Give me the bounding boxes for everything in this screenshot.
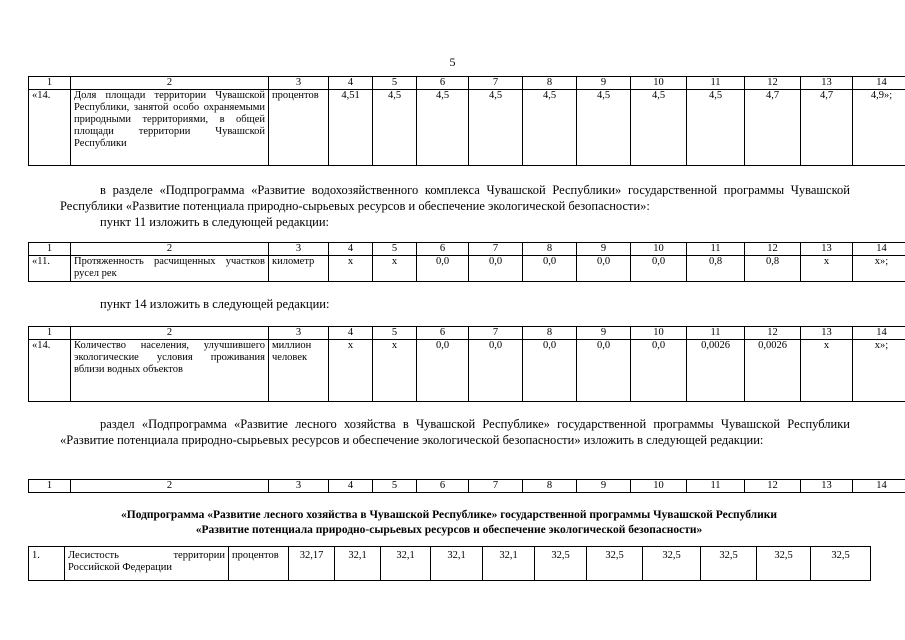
indicator-name: Доля площади территории Чувашской Республики, занятой особо охраняемыми природными территориями, в общей площади территории Чувашской Республики [71,90,269,166]
column-header: 6 [417,243,469,256]
column-header: 7 [469,243,523,256]
indicator-name: Лесистость территории Российской Федерации [65,547,229,581]
column-header: 5 [373,243,417,256]
column-header: 12 [745,243,801,256]
indicator-name: Протяженность расчищенных участков русел рек [71,256,269,282]
table-forest-header [28,479,905,493]
page-number: 5 [449,55,456,69]
column-header: 1 [29,243,71,256]
column-header: 8 [523,77,577,90]
paragraph-text: в разделе «Подпрограмма «Развитие водохозяйственного комплекса Чувашской Республики» государственной программы Чувашской Республики «Развитие потенциала природно-сырьевых ресурсов и обеспечение экологической безопасности»: [60,183,850,213]
column-header: 8 [523,243,577,256]
value-cell: 0,0 [523,256,577,282]
value-cell: 0,0 [469,256,523,282]
value-cell: 4,5 [577,90,631,166]
row-number: «14. [29,90,71,166]
value-cell: 4,7 [745,90,801,166]
column-header: 12 [745,77,801,90]
value-cell: х»; [853,256,905,282]
row-number: 1. [29,547,65,581]
table-indicator-11-riverbeds [28,242,905,282]
value-cell: 32,17 [289,547,335,581]
value-cell: 4,5 [687,90,745,166]
column-header: 9 [577,243,631,256]
table-indicator-14-protected-areas [28,76,905,166]
paragraph-forest-subprogram [60,416,850,448]
column-header: 4 [329,327,373,340]
table-row [29,547,871,581]
value-cell: 32,1 [483,547,535,581]
column-header: 6 [417,480,469,493]
column-header: 8 [523,480,577,493]
column-header: 14 [853,243,905,256]
unit: процентов [229,547,289,581]
unit: километр [269,256,329,282]
value-cell: х [373,340,417,402]
column-header: 6 [417,77,469,90]
value-cell: 32,5 [643,547,701,581]
column-header: 12 [745,480,801,493]
column-header: 9 [577,480,631,493]
value-cell: 32,5 [535,547,587,581]
column-header: 10 [631,480,687,493]
table-forest-cover [28,546,871,581]
column-header: 1 [29,480,71,493]
unit: процентов [269,90,329,166]
table-header-row [29,480,905,493]
value-cell: 32,1 [381,547,431,581]
column-header: 7 [469,77,523,90]
section-heading-line: «Развитие потенциала природно-сырьевых ресурсов и обеспечение экологической безопасности» [195,524,703,536]
value-cell: 32,1 [335,547,381,581]
value-cell: 4,7 [801,90,853,166]
table-header-row [29,77,905,90]
value-cell: 0,0026 [745,340,801,402]
column-header: 2 [71,243,269,256]
column-header: 11 [687,77,745,90]
column-header: 11 [687,327,745,340]
column-header: 7 [469,480,523,493]
column-header: 2 [71,327,269,340]
value-cell: 0,0 [577,256,631,282]
value-cell: 4,9»; [853,90,905,166]
column-header: 2 [71,77,269,90]
paragraph-text: раздел «Подпрограмма «Развитие лесного хозяйства в Чувашской Республике» государственной программы Чувашской Республики «Развитие потенциала природно-сырьевых ресурсов и обеспечение экологической безопасности» изложить в следующей редакции: [60,417,850,447]
paragraph-water-subprogram [60,182,850,230]
value-cell: 4,5 [373,90,417,166]
column-header: 8 [523,327,577,340]
column-header: 13 [801,77,853,90]
column-header: 10 [631,243,687,256]
value-cell: 32,5 [811,547,871,581]
value-cell: 4,51 [329,90,373,166]
value-cell: 4,5 [523,90,577,166]
column-header: 9 [577,77,631,90]
value-cell: 32,5 [587,547,643,581]
paragraph-text: пункт 14 изложить в следующей редакции: [100,297,330,311]
column-header: 10 [631,77,687,90]
column-header: 4 [329,480,373,493]
value-cell: 0,0 [417,340,469,402]
table-row [29,340,905,402]
value-cell: 0,0026 [687,340,745,402]
column-header: 4 [329,243,373,256]
value-cell: х [373,256,417,282]
value-cell: 0,0 [417,256,469,282]
value-cell: 4,5 [631,90,687,166]
paragraph-item-14 [60,296,850,312]
value-cell: 32,5 [757,547,811,581]
value-cell: 0,8 [745,256,801,282]
column-header: 2 [71,480,269,493]
value-cell: 4,5 [417,90,469,166]
column-header: 1 [29,77,71,90]
column-header: 14 [853,327,905,340]
value-cell: 0,0 [469,340,523,402]
value-cell: 32,1 [431,547,483,581]
section-heading [28,508,870,538]
column-header: 5 [373,77,417,90]
column-header: 13 [801,480,853,493]
column-header: 10 [631,327,687,340]
value-cell: 4,5 [469,90,523,166]
value-cell: х»; [853,340,905,402]
column-header: 3 [269,243,329,256]
table-row [29,256,905,282]
section-heading-line: «Подпрограмма «Развитие лесного хозяйства в Чувашской Республике» государственной программы Чувашской Республики [121,509,777,521]
value-cell: х [329,256,373,282]
column-header: 3 [269,480,329,493]
indicator-name: Количество населения, улучшившего экологические условия проживания вблизи водных объектов [71,340,269,402]
table-header-row [29,243,905,256]
column-header: 9 [577,327,631,340]
column-header: 5 [373,327,417,340]
column-header: 13 [801,327,853,340]
column-header: 1 [29,327,71,340]
paragraph-text: пункт 11 изложить в следующей редакции: [100,215,329,229]
value-cell: 0,0 [577,340,631,402]
column-header: 6 [417,327,469,340]
value-cell: 0,8 [687,256,745,282]
value-cell: 0,0 [523,340,577,402]
unit: миллион человек [269,340,329,402]
column-header: 14 [853,77,905,90]
row-number: «11. [29,256,71,282]
table-header-row [29,327,905,340]
column-header: 3 [269,327,329,340]
table-indicator-14-population [28,326,905,402]
column-header: 4 [329,77,373,90]
value-cell: х [329,340,373,402]
value-cell: 0,0 [631,340,687,402]
value-cell: х [801,256,853,282]
value-cell: 32,5 [701,547,757,581]
column-header: 11 [687,480,745,493]
column-header: 3 [269,77,329,90]
column-header: 7 [469,327,523,340]
table-row [29,90,905,166]
column-header: 11 [687,243,745,256]
value-cell: х [801,340,853,402]
column-header: 14 [853,480,905,493]
column-header: 12 [745,327,801,340]
column-header: 13 [801,243,853,256]
row-number: «14. [29,340,71,402]
value-cell: 0,0 [631,256,687,282]
column-header: 5 [373,480,417,493]
